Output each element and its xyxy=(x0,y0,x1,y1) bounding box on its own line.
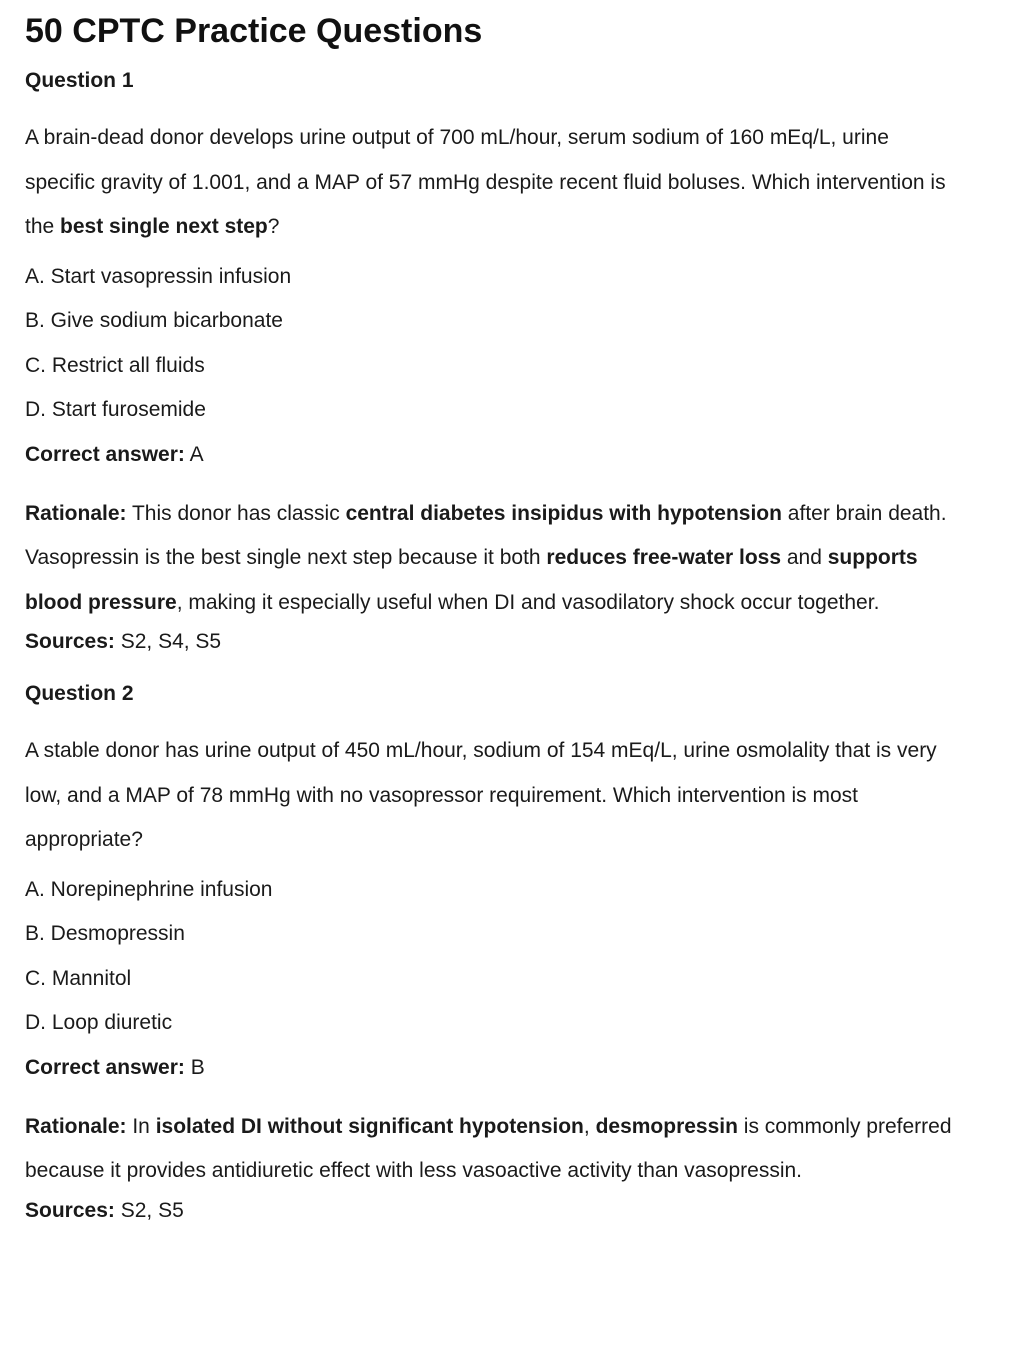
sources: Sources: S2, S5 xyxy=(25,1198,184,1222)
option-c: C. Restrict all fluids xyxy=(25,353,205,377)
option-d: D. Loop diuretic xyxy=(25,1011,173,1034)
sources: Sources: S2, S4, S5 xyxy=(25,630,222,653)
option-a: A. Start vasopressin infusion xyxy=(25,264,292,288)
correct-answer: Correct answer: B xyxy=(25,1055,205,1079)
option-b: B. Give sodium bicarbonate xyxy=(25,309,283,332)
option-b: B. Desmopressin xyxy=(25,922,185,945)
correct-answer: Correct answer: A xyxy=(25,442,204,466)
question-2 xyxy=(25,679,960,1228)
option-a: A. Norepinephrine infusion xyxy=(25,877,273,901)
question-stem: A stable donor has urine output of 450 mL/hour, sodium of 154 mEq/L, urine osmolality that is very low, and a MAP of 78 mmHg with no vasopressor requirement. Which intervention is most appropriate? xyxy=(25,739,937,851)
rationale: Rationale: This donor has classic central diabetes insipidus with hypotension after brain death. Vasopressin is the best single next step because it both reduces free-water loss and supports blood pressure, making it especially useful when DI and vasodilatory shock occur together. xyxy=(25,501,947,614)
question-stem: A brain-dead donor develops urine output of 700 mL/hour, serum sodium of 160 mEq/L, urine specific gravity of 1.001, and a MAP of 57 mmHg despite recent fluid boluses. Which intervention is the best single next step? xyxy=(25,126,946,238)
option-c: C. Mannitol xyxy=(25,966,132,990)
question-title: Question 1 xyxy=(25,69,134,92)
option-d: D. Start furosemide xyxy=(25,398,206,421)
question-1 xyxy=(25,66,960,659)
rationale: Rationale: In isolated DI without significant hypotension, desmopressin is commonly preferred because it provides antidiuretic effect with less vasoactive activity than vasopressin. xyxy=(25,1114,952,1182)
page-title: 50 CPTC Practice Questions xyxy=(25,12,483,50)
question-title: Question 2 xyxy=(25,682,134,705)
